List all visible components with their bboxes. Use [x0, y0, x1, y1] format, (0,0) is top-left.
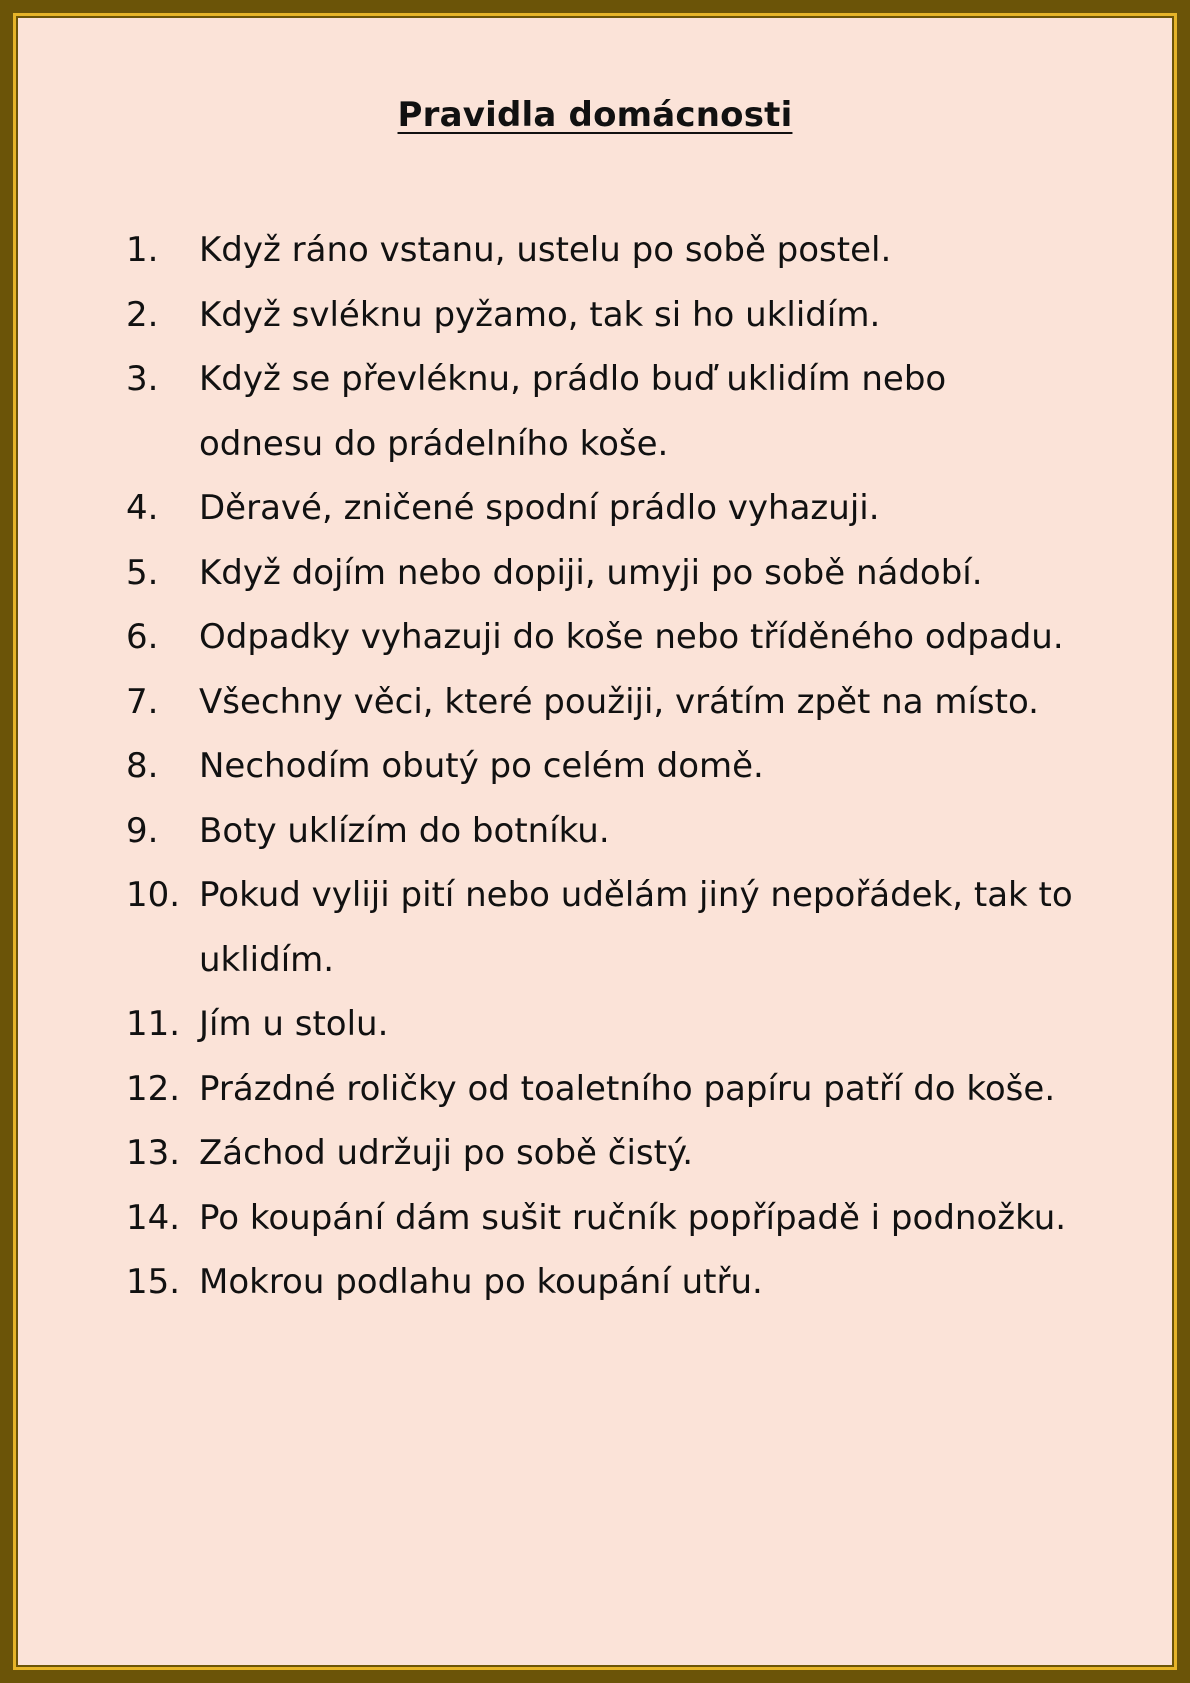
rule-number: 2. [126, 294, 159, 335]
paper-sheet [18, 18, 1172, 1665]
rule-number: 3. [126, 359, 159, 399]
rule-text: Záchod udržuji po sobě čistý. [199, 1133, 694, 1173]
rule-number: 1. [126, 230, 159, 270]
rule-text: Jím u stolu. [199, 1004, 389, 1044]
rule-number: 7. [126, 681, 159, 722]
rule-number: 12. [126, 1068, 181, 1109]
rule-number: 4. [126, 488, 159, 528]
rule-text: Když svléknu pyžamo, tak si ho uklidím. [199, 294, 881, 335]
rule-item [126, 734, 1156, 799]
rule-item [126, 1250, 1156, 1315]
rule-number: 8. [126, 746, 159, 786]
rule-item [126, 541, 1156, 606]
rule-item [126, 218, 1156, 283]
rule-text: Boty uklízím do botníku. [199, 810, 610, 851]
document-title: Pravidla domácnosti [397, 95, 793, 135]
rule-text: Prázdné roličky od toaletního papíru patří do koše. [199, 1068, 1056, 1109]
rule-number: 14. [126, 1197, 181, 1238]
rule-text: Děravé, zničené spodní prádlo vyhazuji. [199, 488, 880, 528]
rule-item [126, 347, 1156, 476]
rule-item [126, 476, 1156, 541]
rule-text: Po koupání dám sušit ručník popřípadě i podnožku. [199, 1197, 1067, 1238]
rule-number: 15. [126, 1262, 181, 1302]
rule-text: Pokud vyliji pití nebo udělám jiný nepořádek, tak to uklidím. [199, 875, 1073, 980]
rule-item [126, 1121, 1156, 1186]
rule-number: 9. [126, 810, 159, 851]
rule-item [126, 799, 1156, 864]
rule-number: 11. [126, 1004, 181, 1044]
rule-number: 6. [126, 617, 159, 657]
rule-text: Odpadky vyhazuji do koše nebo tříděného odpadu. [199, 617, 1064, 657]
rule-number: 5. [126, 552, 159, 593]
rule-number: 10. [126, 875, 181, 915]
rule-item [126, 670, 1156, 735]
rule-item [126, 605, 1156, 670]
rules-list [126, 218, 1156, 1315]
rule-text: Když se převléknu, prádlo buď uklidím nebo odnesu do prádelního koše. [199, 359, 947, 464]
rule-text: Všechny věci, které použiji, vrátím zpět na místo. [199, 681, 1039, 722]
rule-item [126, 283, 1156, 348]
rule-item [126, 863, 1156, 992]
rule-number: 13. [126, 1133, 181, 1173]
rule-item [126, 1057, 1156, 1122]
rule-text: Když ráno vstanu, ustelu po sobě postel. [199, 230, 892, 270]
rule-item [126, 1186, 1156, 1251]
rule-text: Mokrou podlahu po koupání utřu. [199, 1262, 763, 1302]
rule-item [126, 992, 1156, 1057]
rule-text: Nechodím obutý po celém domě. [199, 746, 764, 786]
rule-text: Když dojím nebo dopiji, umyji po sobě nádobí. [199, 552, 983, 593]
